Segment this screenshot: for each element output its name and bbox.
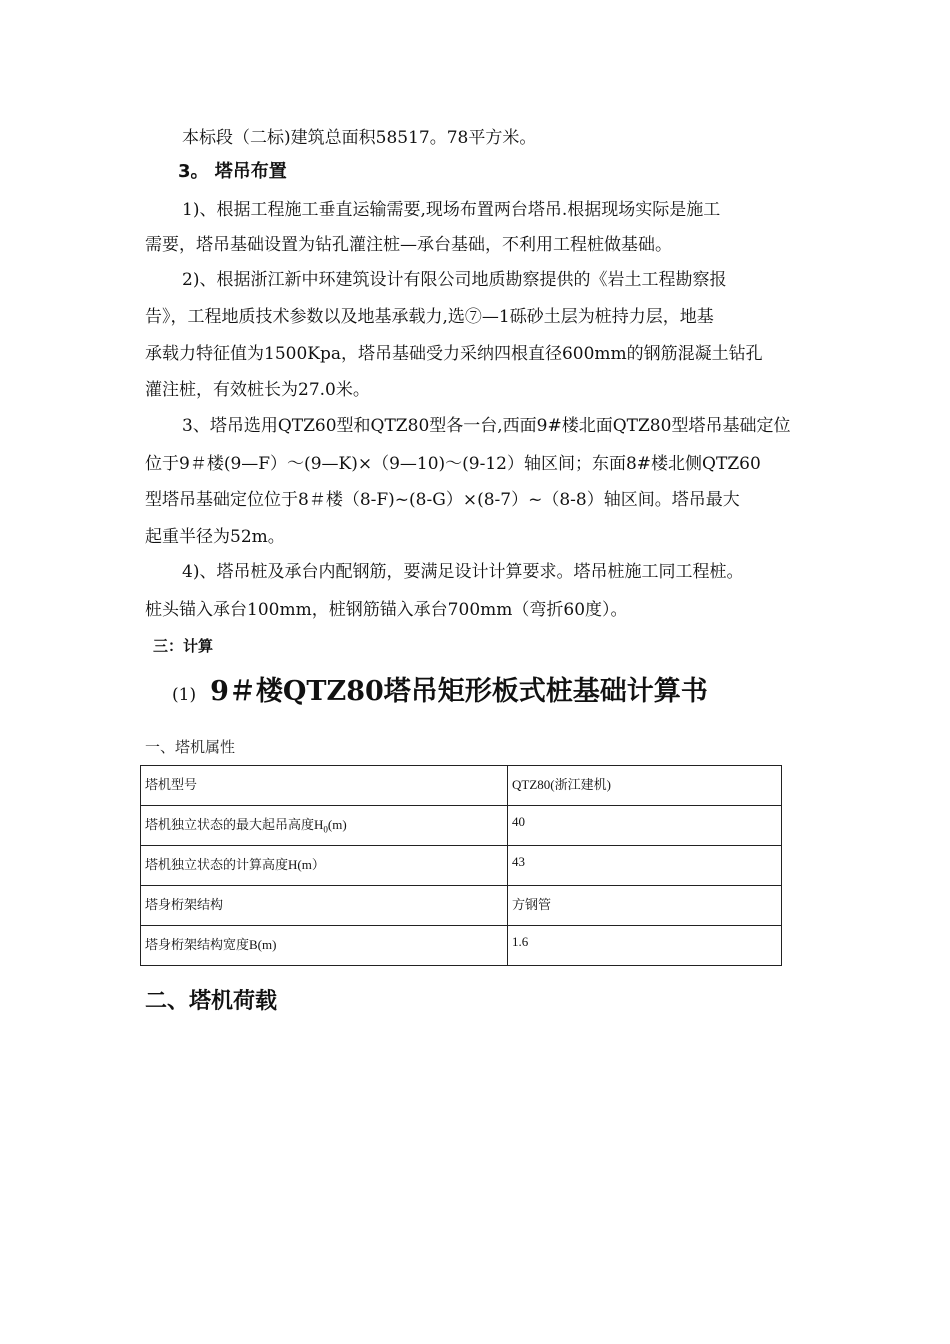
paragraph-3-line-1: 3、塔吊选用QTZ60型和QTZ80型各一台,西面9#楼北面QTZ80型塔吊基础定位 bbox=[182, 416, 791, 436]
paragraph-1-line-1: 1)、根据工程施工垂直运输需要,现场布置两台塔吊.根据现场实际是施工 bbox=[182, 200, 721, 220]
title-prefix: (1) bbox=[172, 685, 197, 705]
label-subscript: 0 bbox=[323, 824, 328, 835]
table-row bbox=[141, 846, 782, 886]
table-cell-label: 塔机独立状态的计算高度H(m） bbox=[141, 846, 508, 886]
paragraph-2-line-3: 承载力特征值为1500Kpa，塔吊基础受力采纳四根直径600mm的钢筋混凝土钻孔 bbox=[145, 344, 763, 364]
table-row bbox=[141, 766, 782, 806]
table-row bbox=[141, 926, 782, 966]
table-cell-label: 塔机型号 bbox=[141, 766, 508, 806]
table-row bbox=[141, 806, 782, 846]
table-cell-value: 方钢管 bbox=[508, 886, 782, 926]
crane-properties-table bbox=[140, 765, 782, 966]
table-row bbox=[141, 886, 782, 926]
crane-load-heading: 二、塔机荷载 bbox=[145, 989, 278, 1014]
label-tail: (m) bbox=[327, 817, 347, 832]
table-cell-label: 塔身桁架结构宽度B(m) bbox=[141, 926, 508, 966]
table-cell-label: 塔身桁架结构 bbox=[141, 886, 508, 926]
table-cell-value: 1.6 bbox=[508, 926, 782, 966]
paragraph-3-line-2: 位于9＃楼(9—F）～(9—K)×（9—10)～(9-12）轴区间；东面8#楼北侧QTZ60 bbox=[145, 454, 761, 474]
table-cell-value: 43 bbox=[508, 846, 782, 886]
crane-properties-heading: 一、塔机属性 bbox=[145, 738, 236, 756]
title-text: 9＃楼QTZ80塔吊矩形板式桩基础计算书 bbox=[210, 676, 708, 707]
paragraph-4-line-1: 4)、塔吊桩及承台内配钢筋，要满足设计计算要求。塔吊桩施工同工程桩。 bbox=[182, 562, 744, 582]
paragraph-2-line-1: 2)、根据浙江新中环建筑设计有限公司地质勘察提供的《岩土工程勘察报 bbox=[182, 270, 727, 290]
section-heading-3: 3。 塔吊布置 bbox=[178, 161, 287, 182]
paragraph-4-line-2: 桩头锚入承台100mm，桩钢筋锚入承台700mm（弯折60度）。 bbox=[145, 600, 628, 620]
paragraph-2-line-4: 灌注桩，有效桩长为27.0米。 bbox=[145, 380, 370, 400]
paragraph-1-line-2: 需要，塔吊基础设置为钻孔灌注桩—承台基础，不利用工程桩做基础。 bbox=[145, 235, 672, 255]
paragraph-3-line-4: 起重半径为52m。 bbox=[145, 527, 285, 547]
paragraph-3-line-3: 型塔吊基础定位位于8＃楼（8-F)~(8-G）×(8-7）~（8-8）轴区间。塔吊最大 bbox=[145, 490, 740, 510]
area-text: 本标段（二标)建筑总面积58517。78平方米。 bbox=[182, 128, 537, 148]
label-main: 塔机独立状态的最大起吊高度H bbox=[145, 817, 324, 832]
paragraph-2-line-2: 告》，工程地质技术参数以及地基承载力,选⑦—1砾砂土层为桩持力层，地基 bbox=[145, 307, 714, 327]
table-cell-value: QTZ80(浙江建机) bbox=[508, 766, 782, 806]
table-cell-label bbox=[141, 806, 508, 846]
table-cell-value: 40 bbox=[508, 806, 782, 846]
section-3-calc-heading: 三：计算 bbox=[153, 637, 214, 655]
document-title bbox=[172, 672, 708, 715]
